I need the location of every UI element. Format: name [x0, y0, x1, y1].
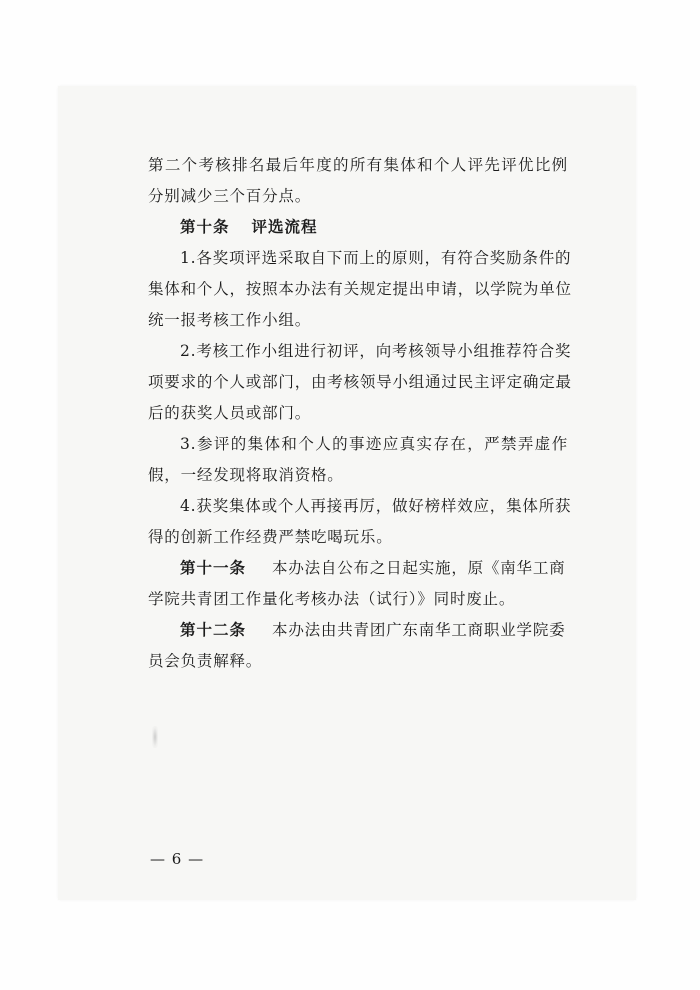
article-number: 第十二条 — [180, 621, 247, 639]
body-line: 4.获奖集体或个人再接再厉，做好榜样效应，集体所获 — [180, 497, 572, 515]
body-line: 第二个考核排名最后年度的所有集体和个人评先评优比例 — [148, 156, 568, 174]
body-line: 1.各奖项评选采取自下而上的原则，有符合奖励条件的 — [180, 249, 572, 267]
body-line: 统一报考核工作小组。 — [148, 311, 312, 329]
body-line: 集体和个人，按照本办法有关规定提出申请，以学院为单位 — [148, 280, 572, 298]
body-line: 假，一经发现将取消资格。 — [148, 466, 344, 484]
body-line: 学院共青团工作量化考核办法（试行）》同时废止。 — [148, 590, 516, 608]
article-12-line — [148, 615, 568, 646]
scan-smudge — [152, 726, 158, 748]
page-number: — 6 — — [150, 850, 205, 868]
article-10-heading-line — [148, 212, 568, 243]
body-line: 得的创新工作经费严禁吃喝玩乐。 — [148, 528, 393, 546]
article-11-line — [148, 553, 568, 584]
body-line: 3.参评的集体和个人的事迹应真实存在，严禁弄虚作 — [180, 435, 568, 453]
document-body — [148, 150, 572, 677]
article-text: 本办法由共青团广东南华工商职业学院委 — [272, 621, 566, 639]
article-title: 评选流程 — [251, 218, 318, 236]
body-line: 员会负责解释。 — [148, 652, 263, 670]
body-line: 分别减少三个百分点。 — [148, 187, 312, 205]
article-number: 第十条 — [180, 218, 230, 236]
article-number: 第十一条 — [180, 559, 247, 577]
body-line: 项要求的个人或部门，由考核领导小组通过民主评定确定最 — [148, 373, 572, 391]
article-text: 本办法自公布之日起实施，原《南华工商 — [272, 559, 566, 577]
body-line: 后的获奖人员或部门。 — [148, 404, 312, 422]
body-line: 2.考核工作小组进行初评，向考核领导小组推荐符合奖 — [180, 342, 572, 360]
